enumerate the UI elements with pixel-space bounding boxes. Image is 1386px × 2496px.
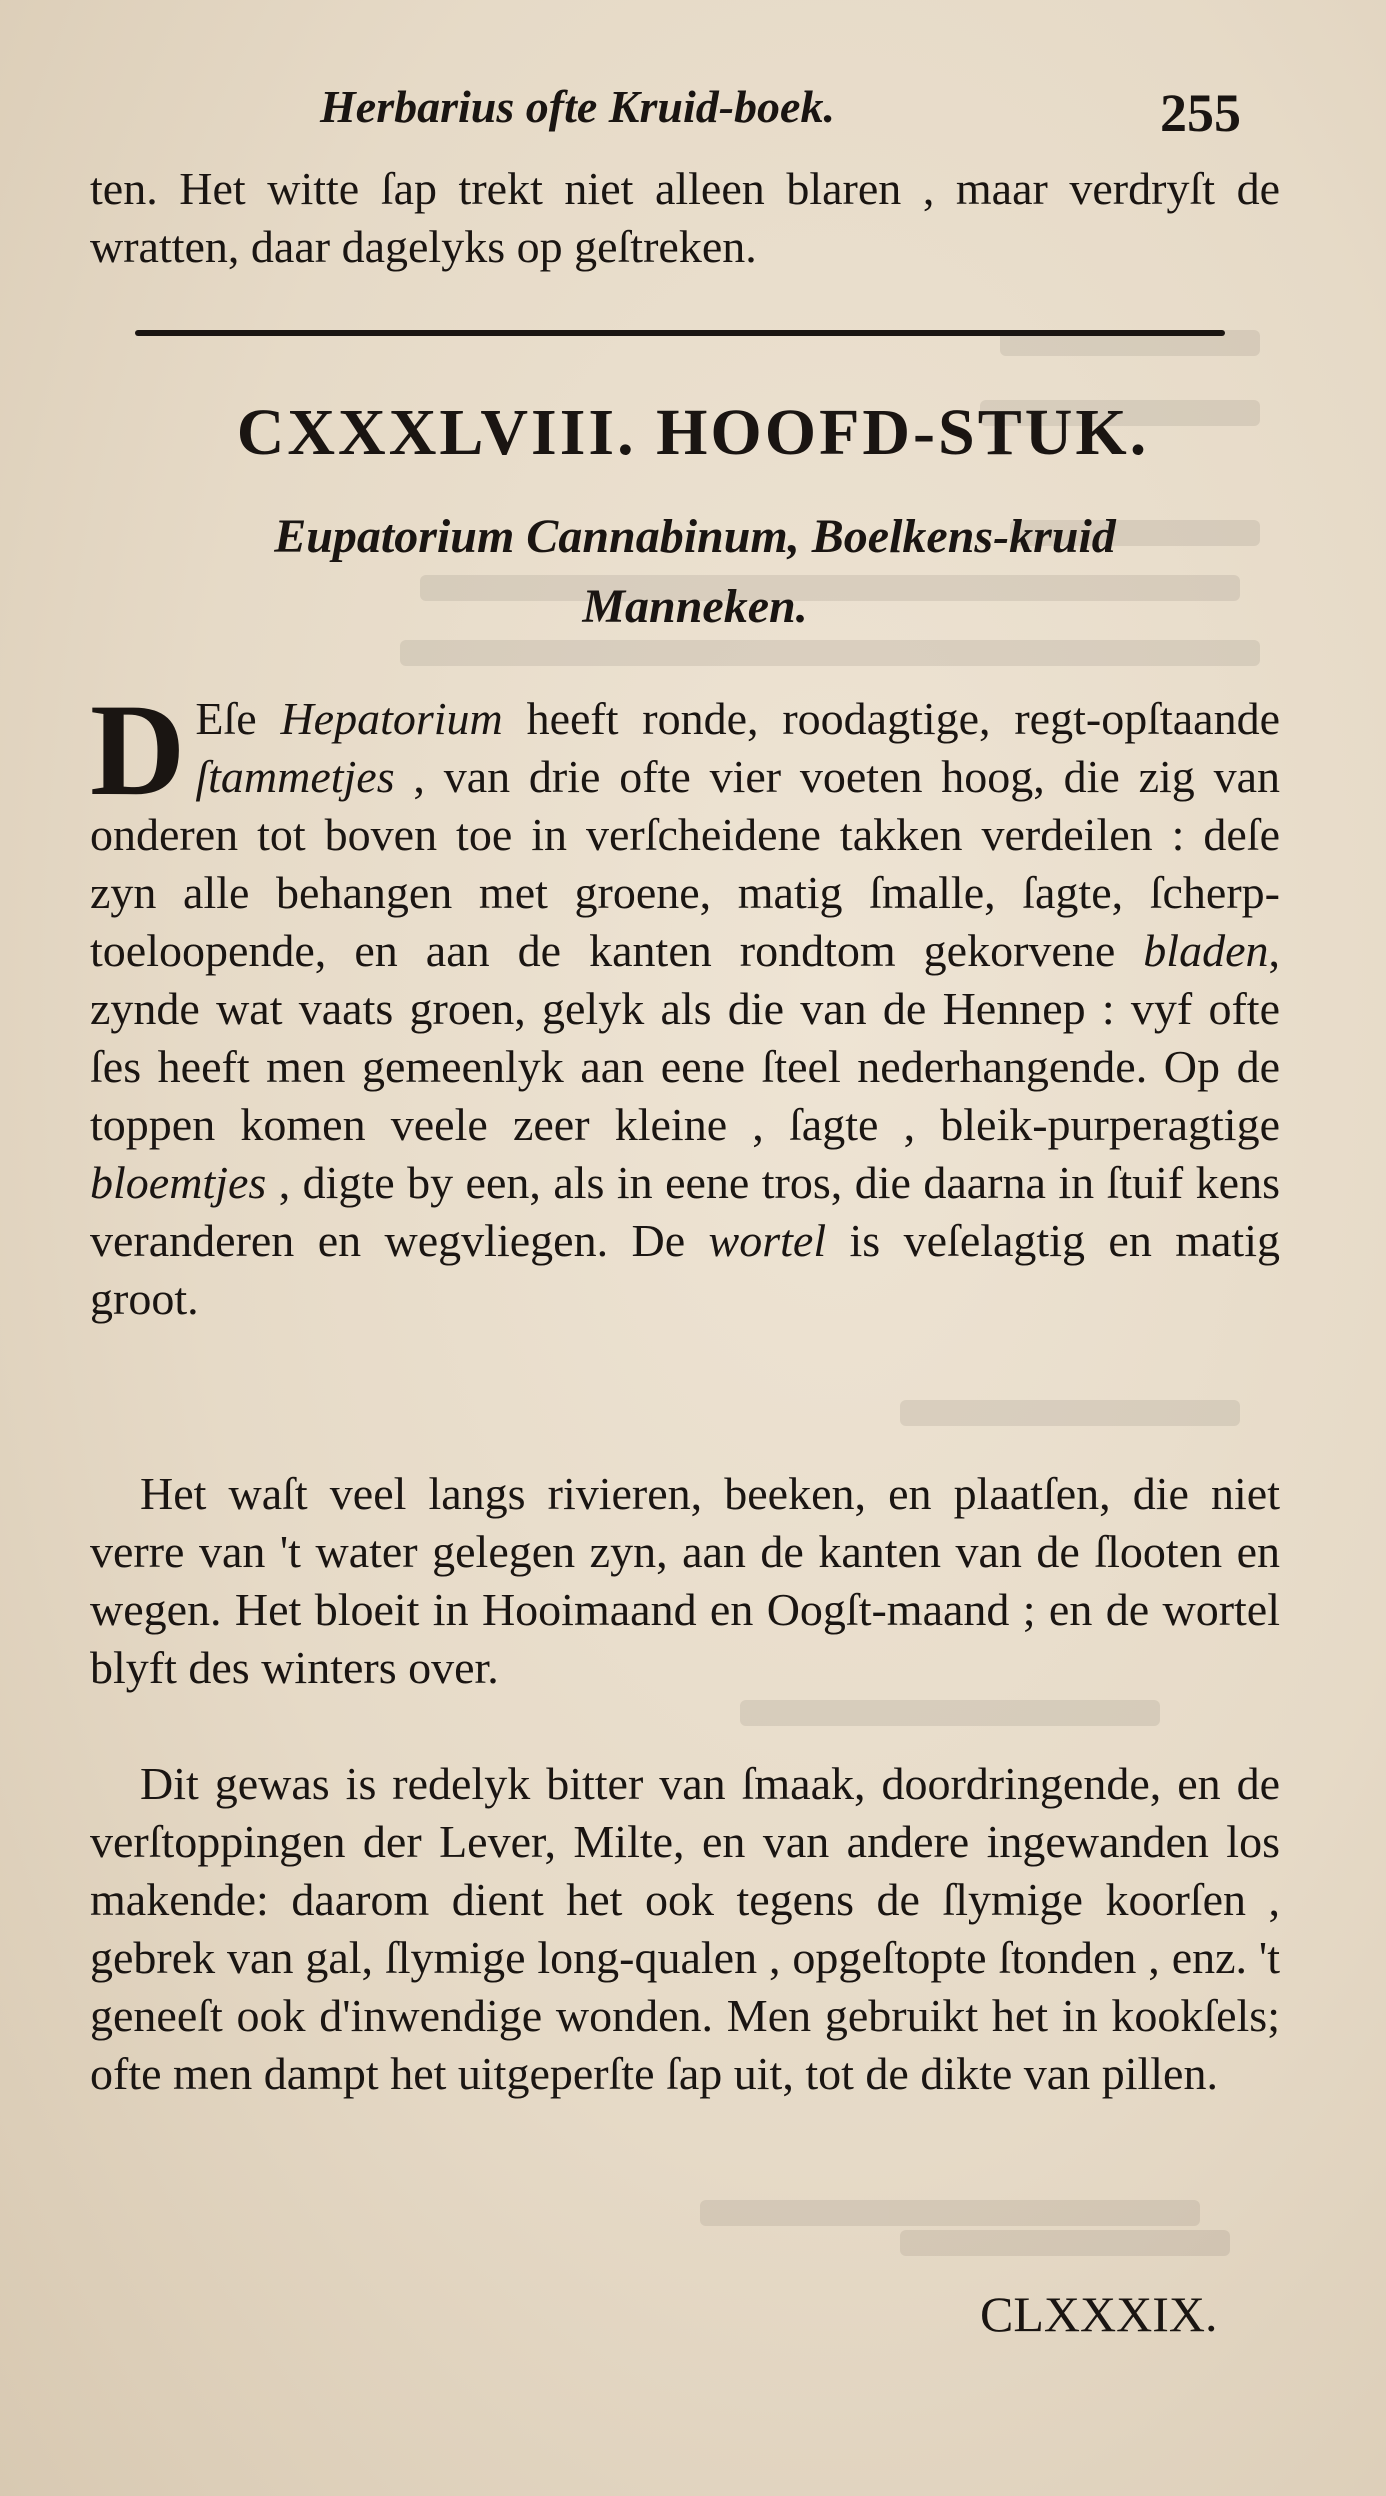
text-run: , zynde wat vaats groen, gelyk als die van de Hennep : vyf ofte ſes heeft men gemeenlyk aan eene ſteel nederhangende. Op de toppen komen veele zeer kleine , ſagte , bleik-purperagtige: [90, 925, 1280, 1150]
chapter-subtitle-line2: Manneken.: [582, 580, 808, 633]
text-run: , digte by een, als in eene tros, die daarna in ſtuif kens veranderen en wegvliegen. De: [90, 1157, 1280, 1266]
italic-term: Hepatorium: [280, 693, 503, 744]
text-run: is veſelagtig en matig groot.: [90, 1215, 1280, 1324]
page-header: [0, 80, 1386, 143]
text-run: Eſe: [195, 693, 281, 744]
carryover-paragraph: ten. Het witte ſap trekt niet alleen blaren , maar verdryſt de wratten, daar dagelyks op geſtreken.: [90, 163, 1280, 272]
paragraph-uses: Dit gewas is redelyk bitter van ſmaak, doordringende, en de verſtoppingen der Lever, Milte, en van andere ingewanden los makende: daarom dient het ook tegens de ſlymige koorſen , gebrek van gal, ſlymige long-qualen , opgeſtopte ſtonden , enz. 't geneeſt ook d'inwendige wonden. Men gebruikt het in kookſels; ofte men dampt het uitgeperſte ſap uit, tot de dikte van pillen.: [90, 1758, 1280, 2099]
italic-term: bloemtjes: [90, 1157, 267, 1208]
catchword: CLXXXIX.: [980, 2286, 1218, 2342]
italic-term: bladen: [1143, 925, 1269, 976]
chapter-heading: CXXXLVIII. HOOFD-STUK.: [236, 396, 1150, 469]
text-run: heeft ronde, roodagtige, regt-opſtaande: [502, 693, 1281, 744]
running-head: Herbarius ofte Kruid-boek.: [320, 81, 835, 132]
drop-cap: D: [90, 676, 186, 823]
italic-term: ſtammetjes: [195, 751, 395, 802]
paragraph-description: [90, 676, 1281, 1328]
paragraph-habitat: Het waſt veel langs rivieren, beeken, en plaatſen, die niet verre van 't water gelegen zyn, aan de kanten van de ſlooten en wegen. Het bloeit in Hooimaand en Oogſt-maand ; en de wortel blyft des winters over.: [90, 1468, 1280, 1693]
chapter-subtitle-line1: Eupatorium Cannabinum, Boelkens-kruid: [274, 510, 1116, 563]
page-number: 255: [1160, 83, 1241, 143]
italic-term: wortel: [708, 1215, 827, 1266]
text-run: , van drie ofte vier voeten hoog, die zig van onderen tot boven toe in verſcheidene takken verdeilen : deſe zyn alle behangen met groene, matig ſmalle, ſagte, ſcherp-toeloopende, en aan de kanten rondtom gekorvene: [90, 751, 1280, 976]
section-divider: [135, 330, 1225, 336]
